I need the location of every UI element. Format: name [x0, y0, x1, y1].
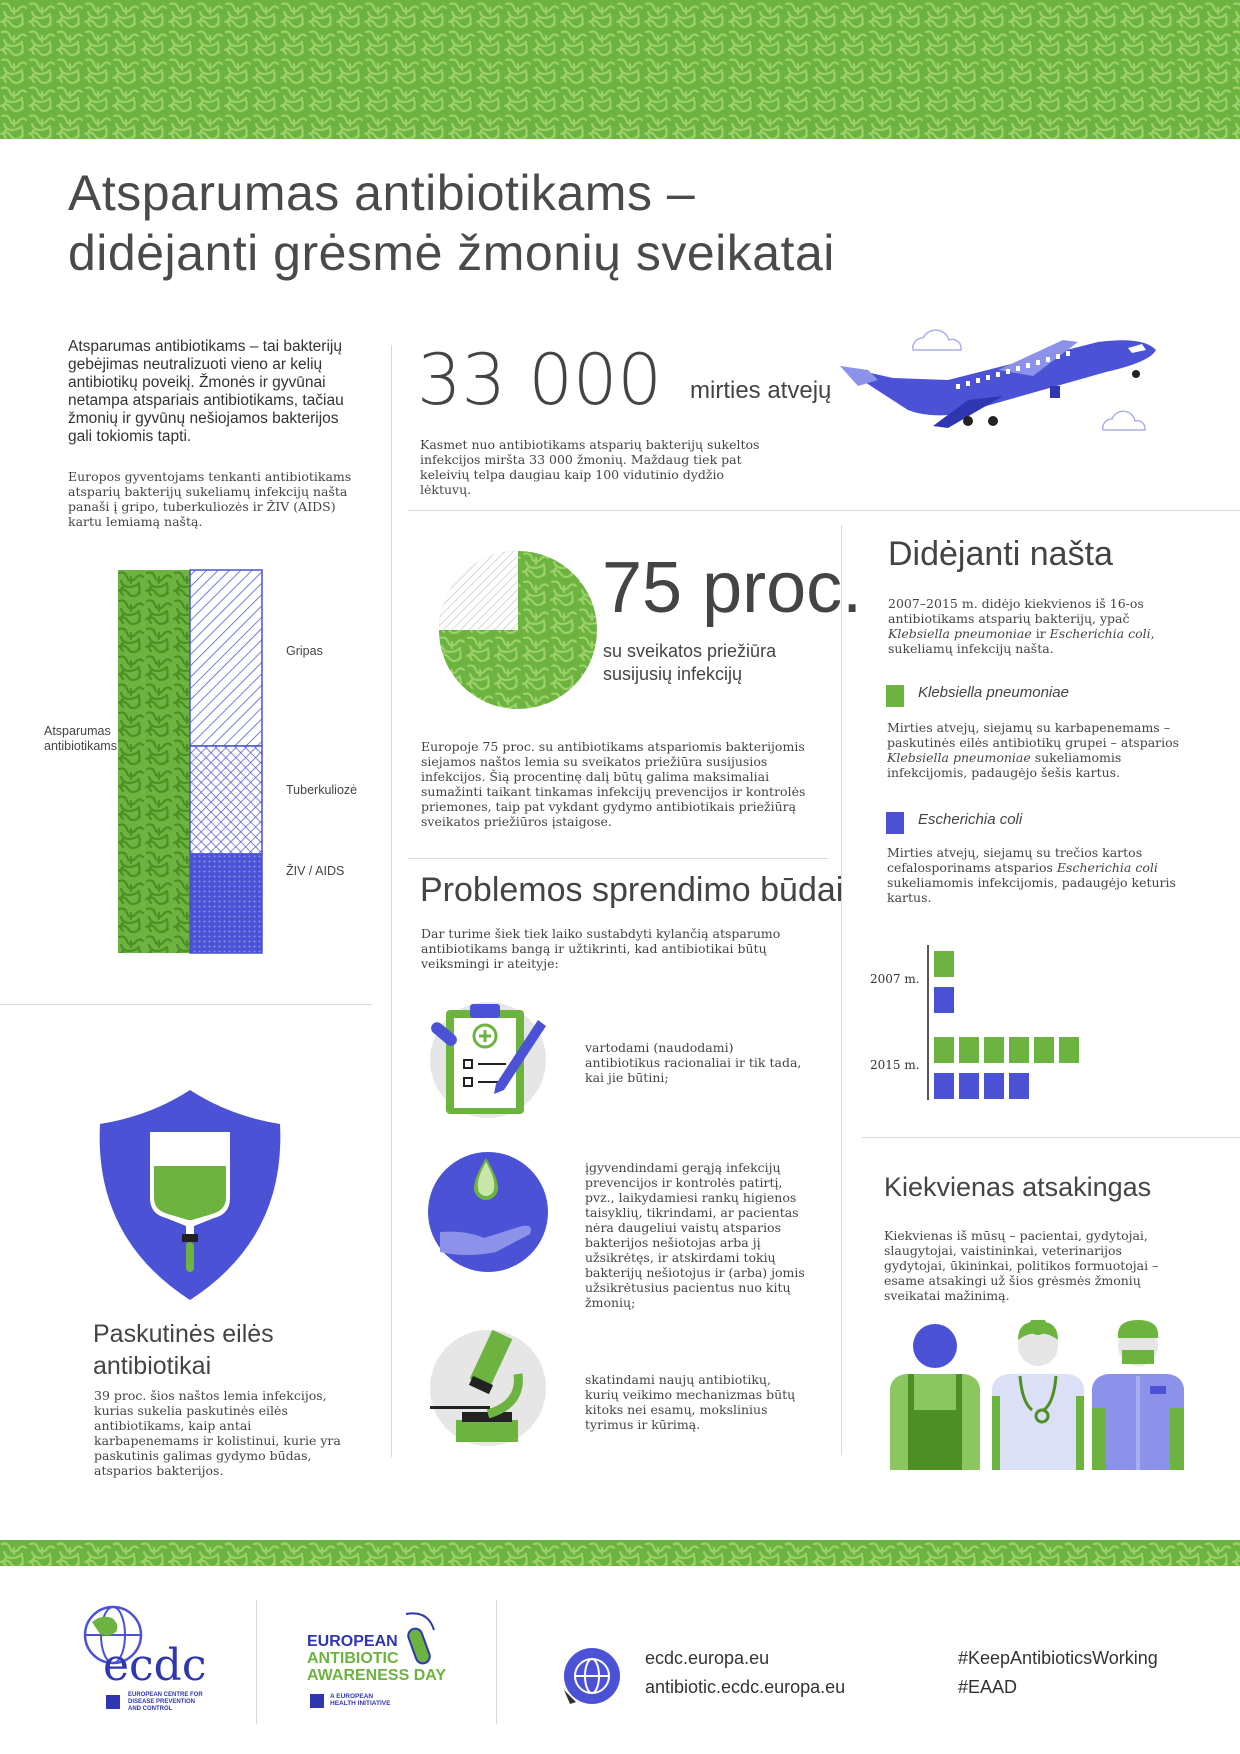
- hashtag-keep[interactable]: #KeepAntibioticsWorking: [958, 1648, 1158, 1668]
- ecdc-subtitle: [128, 1692, 203, 1713]
- legend-label-ec: Escherichia coli: [918, 811, 1023, 828]
- burden-left-label: Atsparumas antibiotikams: [44, 724, 117, 753]
- growing-intro-a: 2007–2015 m. didėjo kiekvienos iš 16-os antibiotikams atsparių bakterijų, ypač: [888, 596, 1144, 626]
- chart-bar-unit: [934, 1037, 954, 1063]
- burden-label-influenza: Gripas: [286, 644, 323, 658]
- eaad-line-1: EUROPEAN: [307, 1633, 398, 1650]
- kp-text-b: sukeliamomis infekcijomis, padaugėjo šešis kartus.: [887, 750, 1122, 780]
- eaad-line-3: AWARENESS DAY: [307, 1667, 446, 1684]
- deaths-text: Kasmet nuo antibiotikams atsparių bakterijų sukeltos infekcijos miršta 33 000 žmonių. Maždaug tiek pat keleivių telpa daugiau kaip 100 vidutinio dydžio lėktuvų.: [420, 437, 760, 497]
- burden-segment-tb: [190, 746, 262, 854]
- burden-bar-amr: [118, 570, 190, 953]
- responsible-text: Kiekvienas iš mūsų – pacientai, gydytojai, slaugytojai, vaistininkai, veterinarijos gydytojai, ūkininkai, politikos formuotojai – esame atsakingi už šios grėsmės žmonių sveikatai mažinimą.: [884, 1228, 1159, 1303]
- solution-item-3: skatindami naujų antibiotikų, kurių veikimo mechanizmas būtų kitoks nei esamų, mokslinius tyrimus ir kūrimą.: [585, 1372, 796, 1432]
- growing-intro-c: , sukeliamų infekcijų našta.: [888, 626, 1155, 656]
- chart-bar-unit: [959, 1073, 979, 1099]
- clipboard-icon: [426, 998, 556, 1118]
- pie-slice-other: [439, 551, 518, 630]
- page-title: [68, 163, 1068, 283]
- growing-title: Didėjanti našta: [888, 535, 1113, 573]
- title-line-2: didėjanti grėsmė žmonių sveikatai: [68, 225, 835, 281]
- intro-lead: Atsparumas antibiotikams – tai bakterijų gebėjimas neutralizuoti vieno ar kelių antibiotikų poveikį. Žmonės ir gyvūnai netampa atspariais antibiotikams, tačiau žmonių ir gyvūnų nešiojamos bakterijos gali tokiomis tapti.: [68, 338, 344, 445]
- growing-intro-kp: Klebsiella pneumoniae: [888, 626, 1032, 641]
- divider-right-h: [862, 1137, 1240, 1138]
- growing-burden-chart: [870, 945, 1110, 1105]
- chart-bar-unit: [984, 1073, 1004, 1099]
- deaths-label: mirties atvejų: [690, 377, 832, 404]
- healthcare-label: su sveikatos priežiūra susijusių infekcijų: [603, 641, 777, 684]
- chart-bar-unit: [934, 951, 954, 977]
- footer-band: [0, 1540, 1240, 1566]
- chart-bar-unit: [959, 1037, 979, 1063]
- url-ecdc[interactable]: ecdc.europa.eu: [645, 1648, 770, 1668]
- growing-intro-ec: Escherichia coli: [1049, 626, 1151, 641]
- ec-text-a: Mirties atvejų, siejamų su trečios kartos cefalosporinams atsparios: [887, 845, 1143, 875]
- footer-divider-1: [256, 1600, 257, 1724]
- legend-swatch-kp: [886, 685, 904, 707]
- eaad-line-2: ANTIBIOTIC: [307, 1650, 399, 1667]
- kp-text: [887, 720, 1197, 780]
- eu-flag-icon: [106, 1695, 120, 1709]
- chart-category-label: 2007 m.: [870, 972, 920, 986]
- title-line-1: Atsparumas antibiotikams –: [68, 165, 696, 221]
- last-line-title: Paskutinės eilės antibiotikai: [93, 1320, 274, 1380]
- burden-segment-hiv: [190, 854, 262, 953]
- intro-burden: Europos gyventojams tenkanti antibiotikams atsparių bakterijų sukeliamų infekcijų našta panaši į gripo, tuberkuliozės ir ŽIV (AIDS) kartu lemiamą naštą.: [68, 469, 352, 529]
- eaad-subtitle: [330, 1693, 390, 1707]
- microscope-icon: [426, 1326, 556, 1451]
- kp-text-em: Klebsiella pneumoniae: [887, 750, 1031, 765]
- cloud-icon: [913, 330, 961, 350]
- people-illustration: [880, 1320, 1200, 1472]
- solution-item-2: įgyvendindami gerąją infekcijų prevencijos ir kontrolės patirtį, pvz., laikydamiesi rankų higienos taisyklių, tikrindami, ar pacientas nėra daugeliui vaistų atsparios bakterijos nešiotojas arba jį užsikrėtęs, ir atskirdami tokių bakterijų nešiotojus ir (arba) jomis užsikrėtusius pacientus nuo kitų žmonių;: [585, 1160, 805, 1310]
- healthcare-text: Europoje 75 proc. su antibiotikams atspariomis bakterijomis siejamos naštos lemia su sveikatos priežiūra susijusios infekcijos. Šią procentinę dalį būtų galima maksimaliai sumažinti taikant tinkamas infekcijų prevencijos ir kontrolės priemones, taip pat vykdant gydymo antibiotikais priežiūrą sveikatos priežiūros įstaigose.: [421, 739, 806, 829]
- chart-bar-unit: [984, 1037, 1004, 1063]
- ec-text-b: sukeliamomis infekcijomis, padaugėjo keturis kartus.: [887, 875, 1176, 905]
- burden-segment-influenza: [190, 570, 262, 746]
- ecdc-logo-text: ecdc: [103, 1640, 207, 1691]
- ec-text: [887, 845, 1197, 905]
- divider-top-h: [408, 510, 1240, 511]
- airplane-illustration: [838, 318, 1168, 438]
- eaad-capsule-icon: [398, 1610, 442, 1670]
- burden-label-tb: Tuberkuliozė: [286, 783, 358, 797]
- healthcare-pie-chart: [438, 550, 598, 710]
- divider-mid-h: [408, 858, 828, 859]
- growing-intro-b: ir: [1031, 626, 1050, 641]
- footer-divider-2: [496, 1600, 497, 1724]
- last-line-text: 39 proc. šios naštos lemia infekcijos, kurias sukelia paskutinės eilės antibiotikams, kaip antai karbapenemams ir kolistinui, kurie yra paskutinis galimas gydymo būdas, atsparios bakterijos.: [94, 1388, 341, 1478]
- burden-bar-chart: [117, 569, 267, 955]
- shield-iv-bag-icon: [90, 1088, 290, 1303]
- growing-intro: [888, 596, 1188, 656]
- eaad-eu-flag-icon: [310, 1694, 324, 1708]
- divider-left: [391, 345, 392, 1457]
- divider-left-h: [0, 1004, 372, 1005]
- hand-washing-icon: [426, 1148, 556, 1278]
- ecdc-sub2: DISEASE PREVENTION: [128, 1699, 196, 1705]
- divider-right: [841, 525, 842, 1455]
- eaad-sub2: HEALTH INITIATIVE: [330, 1700, 391, 1707]
- legend-label-kp: Klebsiella pneumoniae: [918, 684, 1069, 701]
- responsible-title: Kiekvienas atsakingas: [884, 1172, 1152, 1202]
- globe-icon[interactable]: [562, 1646, 624, 1706]
- nurse-figure: [992, 1320, 1084, 1470]
- chart-category-label: 2015 m.: [870, 1058, 920, 1072]
- chart-bar-unit: [1034, 1037, 1054, 1063]
- url-antibiotic[interactable]: antibiotic.ecdc.europa.eu: [645, 1677, 846, 1697]
- solutions-intro: Dar turime šiek tiek laiko sustabdyti kylančią atsparumo antibiotikams bangą ir užtikrinti, kad antibiotikai būtų veiksmingi ir ateityje:: [421, 926, 781, 971]
- top-banner: [0, 0, 1240, 139]
- kp-text-a: Mirties atvejų, siejamų su karbapenemams – paskutinės eilės antibiotikų grupei – atsparios: [887, 720, 1180, 750]
- deaths-number: 33 000: [417, 339, 662, 421]
- eaad-sub1: A EUROPEAN: [330, 1693, 374, 1700]
- doctor-figure: [1092, 1320, 1184, 1470]
- burden-label-hiv: ŽIV / AIDS: [286, 864, 345, 878]
- chart-bar-unit: [1009, 1073, 1029, 1099]
- chart-bar-unit: [1059, 1037, 1079, 1063]
- chart-bar-unit: [934, 1073, 954, 1099]
- solution-item-1: vartodami (naudodami) antibiotikus racionaliai ir tik tada, kai jie būtini;: [585, 1040, 802, 1085]
- chart-bar-unit: [934, 987, 954, 1013]
- hashtag-eaad[interactable]: #EAAD: [958, 1677, 1018, 1697]
- ecdc-sub1: EUROPEAN CENTRE FOR: [128, 1692, 203, 1698]
- solutions-title: Problemos sprendimo būdai: [420, 871, 844, 909]
- legend-swatch-ec: [886, 812, 904, 834]
- chart-bar-unit: [1009, 1037, 1029, 1063]
- farmer-figure: [890, 1324, 980, 1470]
- ecdc-sub3: AND CONTROL: [128, 1706, 173, 1712]
- ec-text-em: Escherichia coli: [1056, 860, 1158, 875]
- healthcare-percent: 75 proc.: [602, 548, 863, 628]
- cloud-icon: [1103, 411, 1145, 430]
